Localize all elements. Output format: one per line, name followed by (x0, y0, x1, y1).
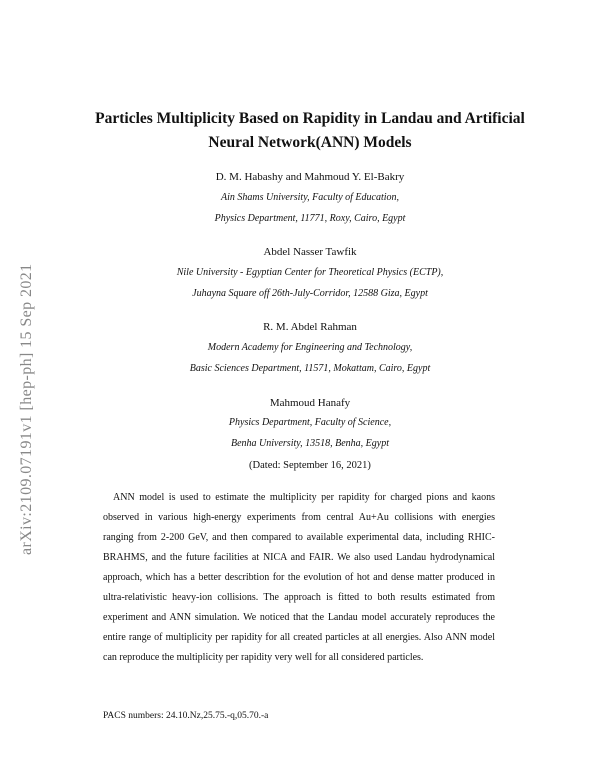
affiliation-3-line-2: Basic Sciences Department, 11571, Mokattam, Cairo, Egypt (189, 363, 431, 374)
pacs-numbers: PACS numbers: 24.10.Nz,25.75.-q,05.70.-a (103, 711, 269, 721)
author-names-1: D. M. Habashy and Mahmoud Y. El-Bakry (215, 171, 405, 183)
affiliation-4-line-1: Physics Department, Faculty of Science, (228, 417, 392, 428)
affiliation-2-line-1: Nile University - Egyptian Center for Theoretical Physics (ECTP), (176, 267, 444, 278)
affiliation-3-line-1: Modern Academy for Engineering and Technology, (207, 342, 413, 353)
author-names-2: Abdel Nasser Tawfik (263, 246, 357, 258)
affiliation-1-line-2: Physics Department, 11771, Roxy, Cairo, Egypt (214, 213, 406, 224)
affiliation-4-line-2: Benha University, 13518, Benha, Egypt (230, 438, 390, 449)
author-names-4: Mahmoud Hanafy (269, 397, 351, 409)
author-names-3: R. M. Abdel Rahman (263, 321, 357, 333)
paper-title (50, 107, 570, 155)
title-line-2: Neural Network(ANN) Models (208, 134, 412, 151)
title-line-1: Particles Multiplicity Based on Rapidity in Landau and Artificial (95, 110, 525, 127)
abstract: ANN model is used to estimate the multiplicity per rapidity for charged pions and kaons observed in various high-energy experiments from central Au+Au collisions with energies ranging from 2-200 GeV, and then compared to available experimental data, including RHIC-BRAHMS, and the future facilities at NICA and FAIR. We also used Landau hydrodynamical approach, which has a better describtion for the evolution of hot and dense matter produced in ultra-relativistic heavy-ion collisions. The approach is fitted to both results estimated from experiment and ANN simulation. We noticed that the Landau model accurately reproduces the entire range of multiplicity per rapidity for all created particles at all energies. Also ANN model can reproduce the multiplicity per rapidity very well for all considered particles. (103, 492, 495, 663)
date-line: (Dated: September 16, 2021) (249, 460, 371, 471)
affiliation-2-line-2: Juhayna Square off 26th-July-Corridor, 12588 Giza, Egypt (192, 288, 428, 299)
affiliation-1-line-1: Ain Shams University, Faculty of Education, (220, 192, 400, 203)
arxiv-identifier: arXiv:2109.07191v1 [hep-ph] 15 Sep 2021 (18, 263, 35, 555)
